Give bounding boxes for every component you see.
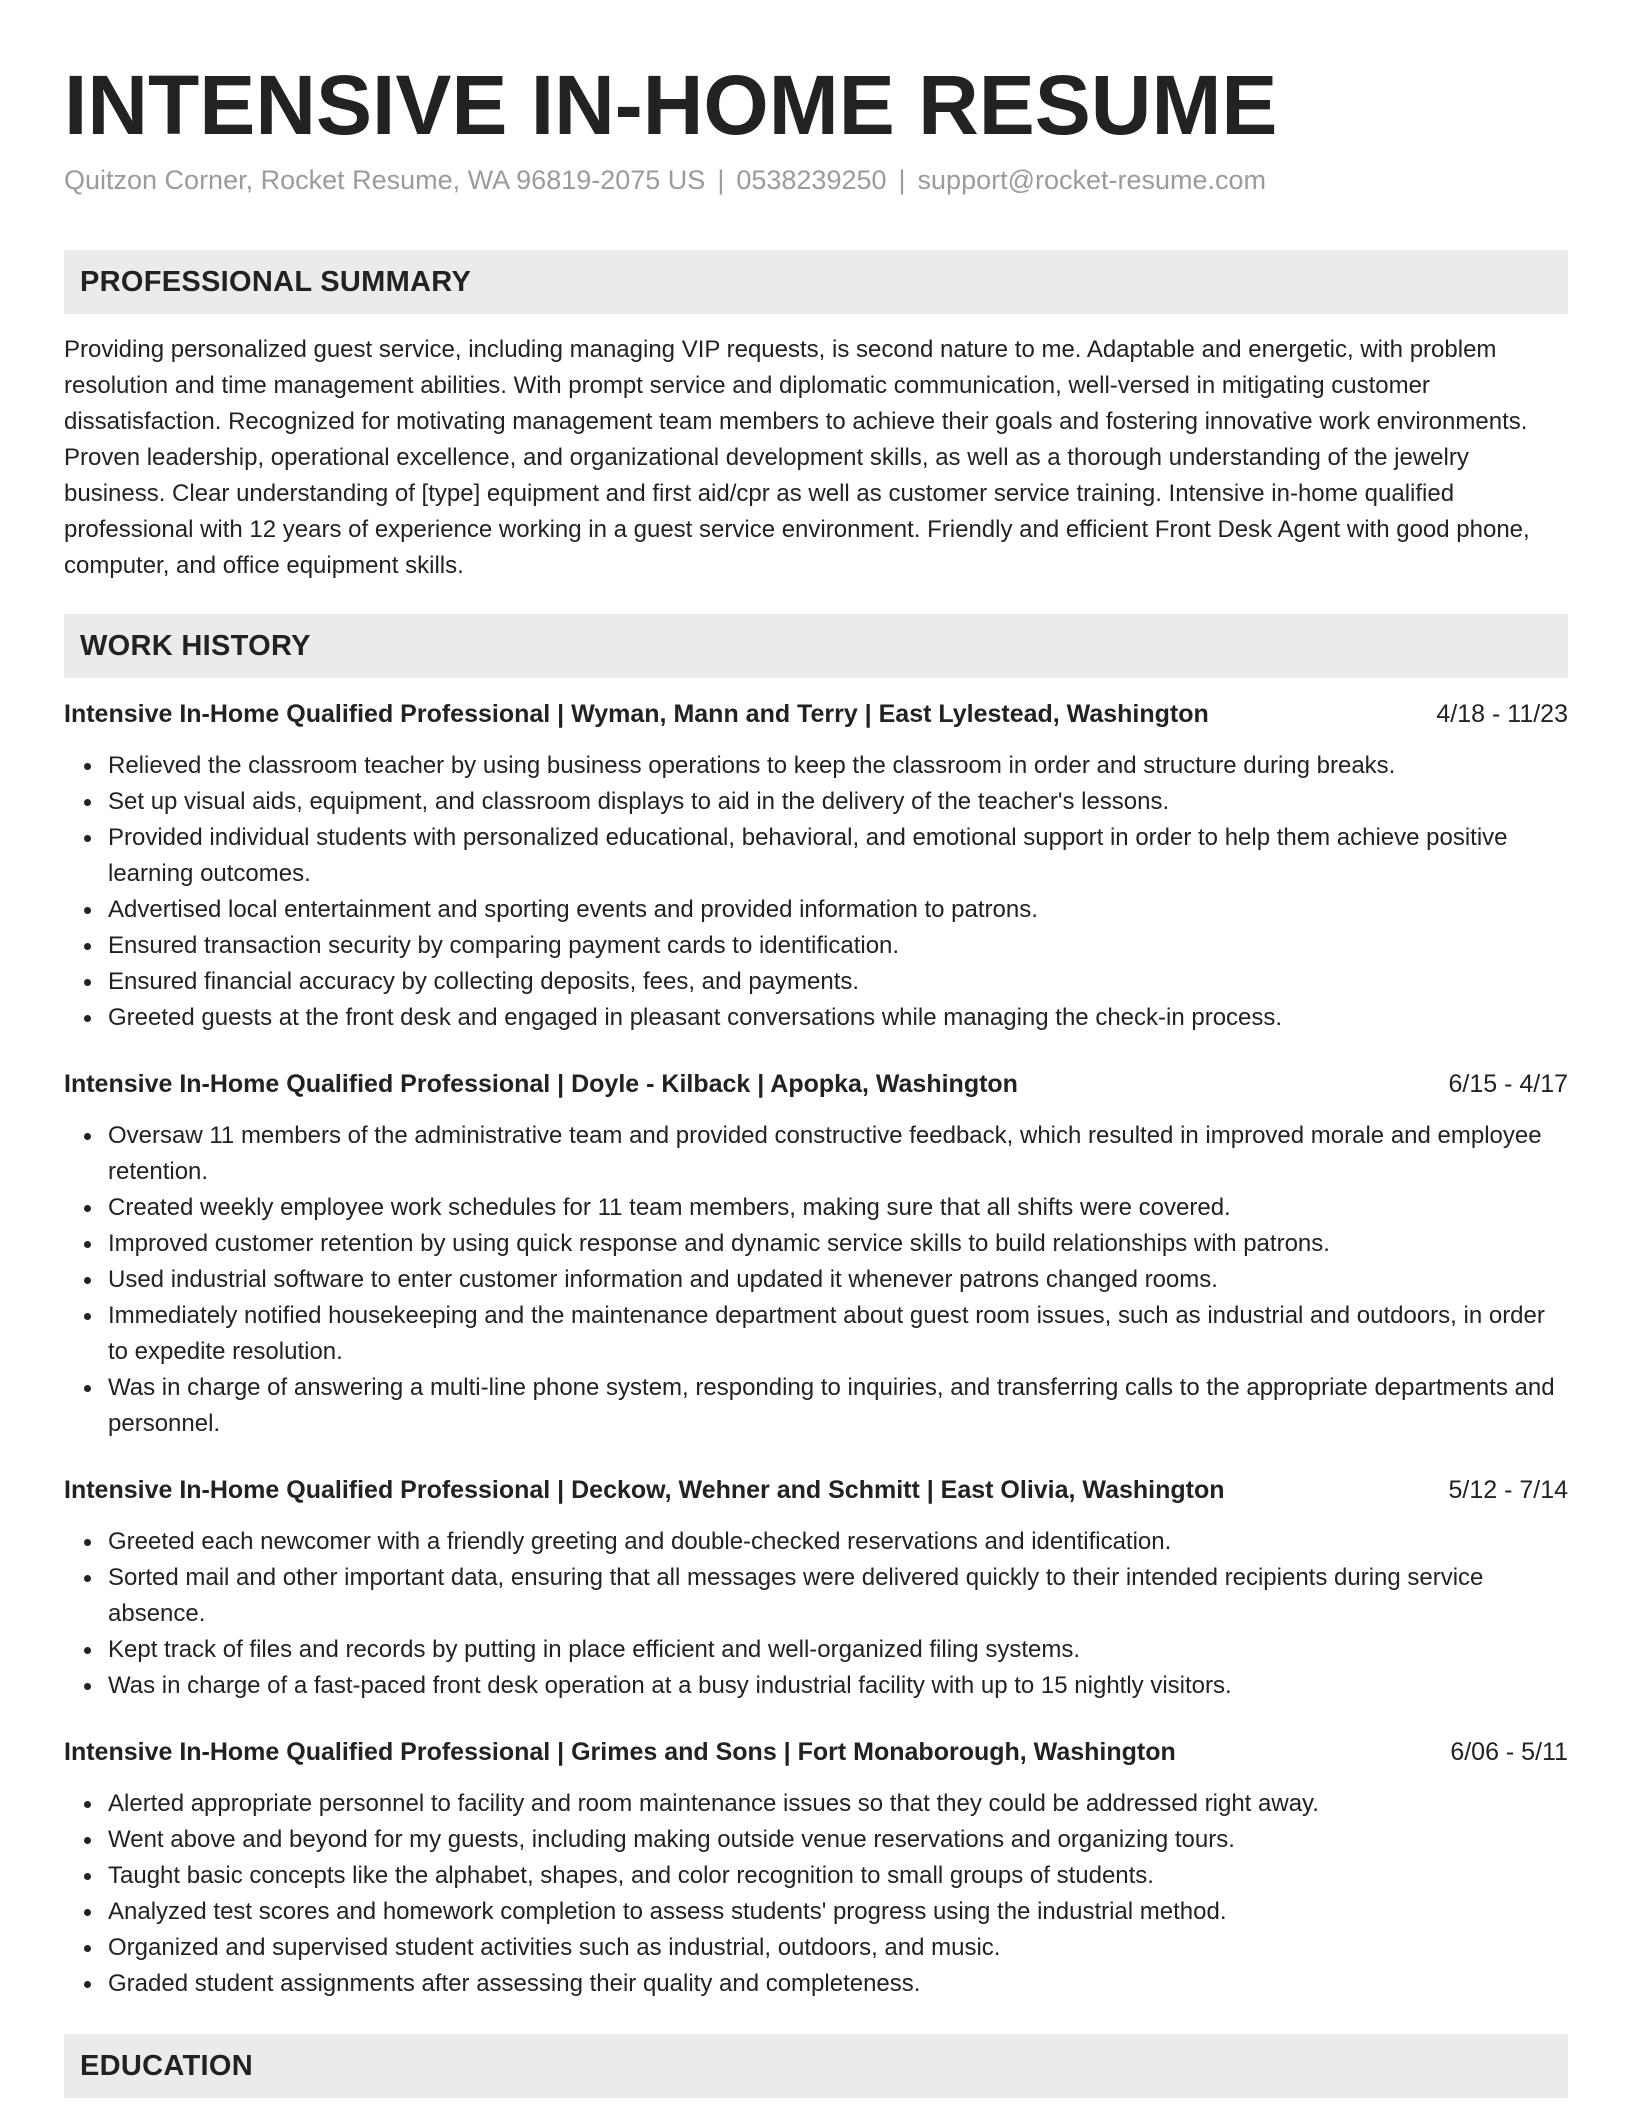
section-header-education: EDUCATION — [64, 2034, 1568, 2098]
job-bullet: Alerted appropriate personnel to facility and room maintenance issues so that they could be addressed right away. — [108, 1786, 1568, 1822]
job-bullet: Was in charge of a fast-paced front desk operation at a busy industrial facility with up to 15 nightly visitors. — [108, 1668, 1568, 1704]
job-bullet: Kept track of files and records by putting in place efficient and well-organized filing systems. — [108, 1632, 1568, 1668]
job-bullet: Immediately notified housekeeping and the maintenance department about guest room issues, such as industrial and outdoors, in order to expedite resolution. — [108, 1298, 1568, 1370]
job-bullet: Used industrial software to enter customer information and updated it whenever patrons changed rooms. — [108, 1262, 1568, 1298]
summary-text: Providing personalized guest service, including managing VIP requests, is second nature to me. Adaptable and energetic, with problem resolution and time management abilities. With prompt service and diplomatic communication, well-versed in mitigating customer dissatisfaction. Recognized for motivating management team members to achieve their goals and fostering innovative work environments. Proven leadership, operational excellence, and organizational development skills, as well as a thorough understanding of the jewelry business. Clear understanding of [type] equipment and first aid/cpr as well as customer service training. Intensive in-home qualified professional with 12 years of experience working in a guest service environment. Friendly and efficient Front Desk Agent with good phone, computer, and office equipment skills. — [64, 336, 1530, 579]
job-bullet: Set up visual aids, equipment, and classroom displays to aid in the delivery of the teacher's lessons. — [108, 784, 1568, 820]
job-bullet-list — [64, 748, 1568, 1036]
contact-address: Quitzon Corner, Rocket Resume, WA 96819-2075 US — [64, 165, 706, 195]
job-bullet-list — [64, 1524, 1568, 1704]
resume-title: INTENSIVE IN-HOME RESUME — [64, 58, 1278, 152]
job-bullet: Advertised local entertainment and sporting events and provided information to patrons. — [108, 892, 1568, 928]
job-bullet: Was in charge of answering a multi-line phone system, responding to inquiries, and transferring calls to the appropriate departments and personnel. — [108, 1370, 1568, 1442]
job-bullet: Oversaw 11 members of the administrative team and provided constructive feedback, which resulted in improved morale and employee retention. — [108, 1118, 1568, 1190]
job-header — [64, 1066, 1568, 1102]
job-header — [64, 1734, 1568, 1770]
job-bullet: Greeted each newcomer with a friendly greeting and double-checked reservations and identification. — [108, 1524, 1568, 1560]
job-dates: 6/06 - 5/11 — [1450, 1738, 1568, 1766]
job-bullet: Taught basic concepts like the alphabet, shapes, and color recognition to small groups of students. — [108, 1858, 1568, 1894]
section-header-summary: PROFESSIONAL SUMMARY — [64, 250, 1568, 314]
contact-phone: 0538239250 — [736, 165, 887, 195]
job-bullet: Sorted mail and other important data, ensuring that all messages were delivered quickly to their intended recipients during service absence. — [108, 1560, 1568, 1632]
job-bullet: Greeted guests at the front desk and engaged in pleasant conversations while managing the check-in process. — [108, 1000, 1568, 1036]
job-bullet: Organized and supervised student activities such as industrial, outdoors, and music. — [108, 1930, 1568, 1966]
job-bullet-list — [64, 1118, 1568, 1442]
contact-separator: | — [898, 165, 906, 195]
job-bullet: Created weekly employee work schedules for 11 team members, making sure that all shifts were covered. — [108, 1190, 1568, 1226]
job-header — [64, 696, 1568, 732]
job-title: Intensive In-Home Qualified Professional | Doyle - Kilback | Apopka, Washington — [64, 1070, 1018, 1098]
contact-line — [64, 162, 1568, 198]
job-bullet: Analyzed test scores and homework completion to assess students' progress using the industrial method. — [108, 1894, 1568, 1930]
contact-email: support@rocket-resume.com — [917, 165, 1267, 195]
job-entry — [64, 1066, 1568, 1442]
contact-separator: | — [717, 165, 725, 195]
job-bullet-list — [64, 1786, 1568, 2002]
job-entry — [64, 696, 1568, 1036]
job-bullet: Improved customer retention by using quick response and dynamic service skills to build relationships with patrons. — [108, 1226, 1568, 1262]
job-bullet: Provided individual students with personalized educational, behavioral, and emotional support in order to help them achieve positive learning outcomes. — [108, 820, 1568, 892]
job-bullet: Relieved the classroom teacher by using business operations to keep the classroom in order and structure during breaks. — [108, 748, 1568, 784]
job-dates: 5/12 - 7/14 — [1448, 1476, 1568, 1504]
job-bullet: Ensured financial accuracy by collecting deposits, fees, and payments. — [108, 964, 1568, 1000]
job-bullet: Graded student assignments after assessing their quality and completeness. — [108, 1966, 1568, 2002]
job-bullet: Went above and beyond for my guests, including making outside venue reservations and organizing tours. — [108, 1822, 1568, 1858]
job-entry — [64, 1472, 1568, 1704]
job-title: Intensive In-Home Qualified Professional | Grimes and Sons | Fort Monaborough, Washington — [64, 1738, 1176, 1766]
job-header — [64, 1472, 1568, 1508]
job-dates: 6/15 - 4/17 — [1448, 1070, 1568, 1098]
job-title: Intensive In-Home Qualified Professional | Deckow, Wehner and Schmitt | East Olivia, Washington — [64, 1476, 1225, 1504]
job-title: Intensive In-Home Qualified Professional | Wyman, Mann and Terry | East Lylestead, Washington — [64, 700, 1209, 728]
job-bullet: Ensured transaction security by comparing payment cards to identification. — [108, 928, 1568, 964]
job-dates: 4/18 - 11/23 — [1436, 700, 1568, 728]
section-header-work-history: WORK HISTORY — [64, 614, 1568, 678]
job-entry — [64, 1734, 1568, 2002]
